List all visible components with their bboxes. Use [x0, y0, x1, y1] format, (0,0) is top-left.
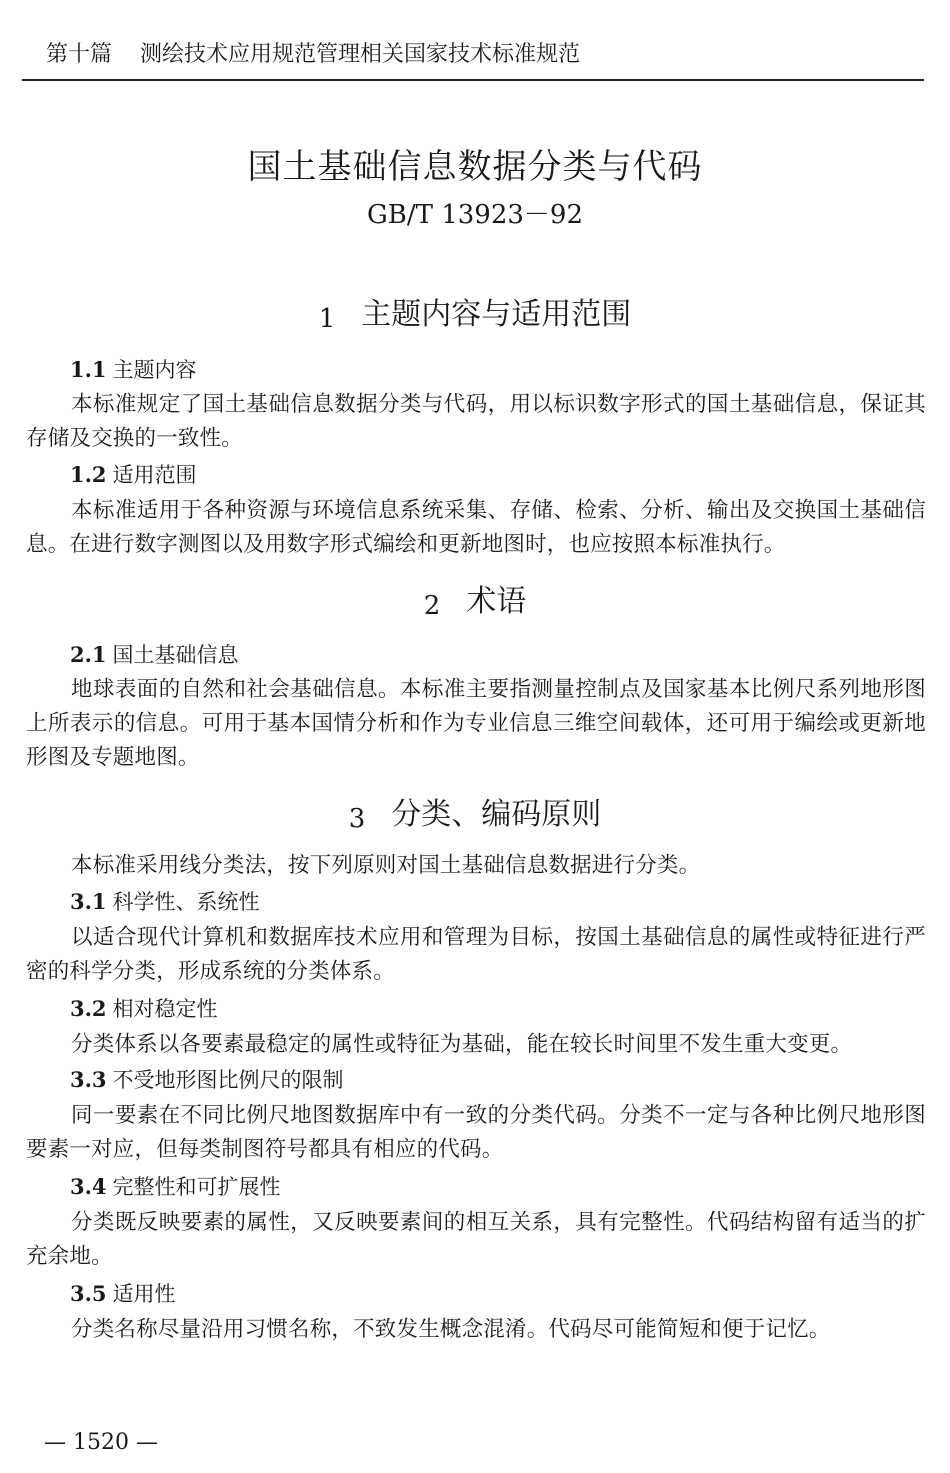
paragraph-3-3: 同一要素在不同比例尺地图数据库中有一致的分类代码。分类不一定与各种比例尺地形图要素一对应，但每类制图符号都具有相应的代码。: [26, 1103, 926, 1162]
subsection-title: 完整性和可扩展性: [112, 1175, 281, 1199]
subsection-number: 2.1: [70, 642, 107, 667]
document-title: 国土基础信息数据分类与代码: [247, 147, 703, 187]
subsection-number: 3.5: [70, 1281, 107, 1306]
section-number: 2: [423, 591, 441, 621]
subsection-number: 3.1: [70, 889, 107, 914]
paragraph-1-2: 本标准适用于各种资源与环境信息系统采集、存储、检索、分析、输出及交换国土基础信息。在进行数字测图以及用数字形式编绘和更新地图时，也应按照本标准执行。: [26, 498, 926, 557]
paragraph-1-1: 本标准规定了国土基础信息数据分类与代码，用以标识数字形式的国土基础信息，保证其存储及交换的一致性。: [26, 392, 926, 451]
section-1-heading: [0, 296, 950, 335]
subsection-number: 3.2: [70, 996, 107, 1021]
paragraph-3-2: 分类体系以各要素最稳定的属性或特征为基础，能在较长时间里不发生重大变更。: [71, 1032, 853, 1057]
subsection-number: 1.2: [70, 462, 107, 487]
paragraph-3-5: 分类名称尽量沿用习惯名称，不致发生概念混淆。代码尽可能简短和便于记忆。: [71, 1317, 831, 1342]
section-3-heading: [0, 796, 950, 835]
section-title: 术语: [466, 584, 527, 619]
subsection-title: 相对稳定性: [112, 997, 218, 1021]
document-code: GB/T 13923－92: [366, 200, 584, 230]
page-number: — 1520 —: [44, 1430, 158, 1455]
subsection-number: 3.3: [70, 1067, 107, 1092]
section-title: 主题内容与适用范围: [361, 297, 632, 332]
subsection-title: 不受地形图比例尺的限制: [112, 1068, 344, 1092]
paragraph-3-1: 以适合现代计算机和数据库技术应用和管理为目标，按国土基础信息的属性或特征进行严密的科学分类，形成系统的分类体系。: [26, 925, 926, 984]
subsection-number: 1.1: [70, 357, 107, 382]
subsection-title: 适用范围: [112, 463, 197, 487]
section-title: 分类、编码原则: [391, 797, 602, 832]
section-3-intro: 本标准采用线分类法，按下列原则对国土基础信息数据进行分类。: [71, 853, 701, 878]
subsection-title: 适用性: [112, 1282, 176, 1306]
subsection-title: 科学性、系统性: [112, 890, 260, 914]
header-rule: [22, 79, 924, 81]
subsection-title: 国土基础信息: [112, 643, 239, 667]
paragraph-3-4: 分类既反映要素的属性，又反映要素间的相互关系，具有完整性。代码结构留有适当的扩充余地。: [26, 1210, 926, 1269]
header-part: 第十篇: [46, 42, 113, 67]
subsection-title: 主题内容: [112, 358, 197, 382]
section-number: 1: [318, 304, 336, 334]
header-title: 测绘技术应用规范管理相关国家技术标准规范: [140, 42, 581, 67]
subsection-number: 3.4: [70, 1174, 107, 1199]
section-2-heading: [0, 583, 950, 622]
paragraph-2-1: 地球表面的自然和社会基础信息。本标准主要指测量控制点及国家基本比例尺系列地形图上所表示的信息。可用于基本国情分析和作为专业信息三维空间载体，还可用于编绘或更新地形图及专题地图。: [26, 677, 926, 770]
section-number: 3: [348, 804, 366, 834]
running-header: [26, 40, 924, 70]
